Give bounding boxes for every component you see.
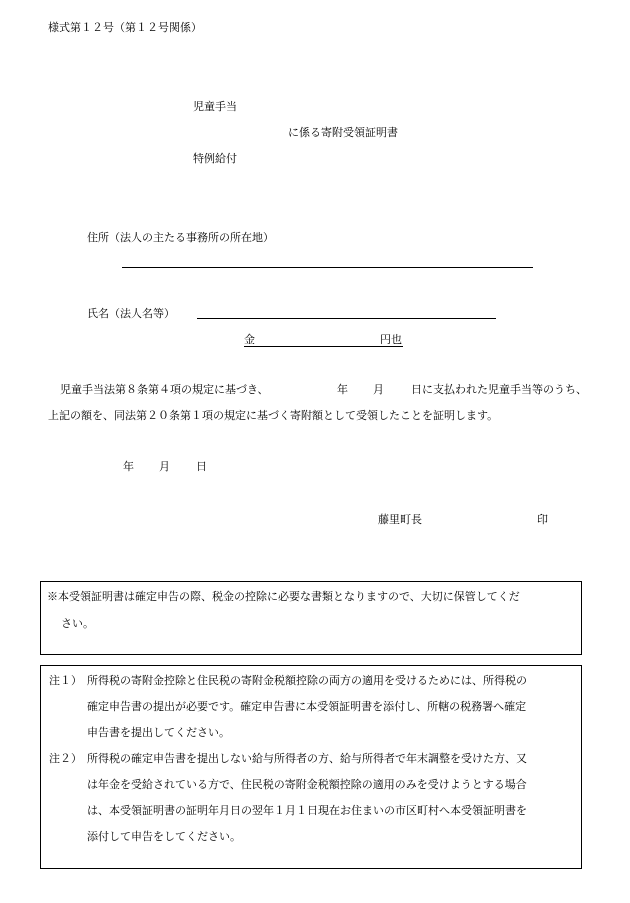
body-month: 月 — [373, 383, 384, 396]
notice-line2: さい。 — [61, 617, 94, 630]
name-line — [197, 318, 496, 319]
note-line: 所得税の寄附金控除と住民税の寄附金税額控除の両方の適用を受けるためには、所得税の — [87, 674, 527, 687]
form-number: 様式第１２号（第１２号関係） — [48, 21, 202, 34]
notice-box — [40, 581, 582, 655]
date-month: 月 — [159, 460, 170, 473]
amount-suffix: 円也 — [380, 333, 402, 346]
note-line: は年金を受給されている方で、住民税の寄附金税額控除の適用のみを受けようとする場合 — [87, 778, 527, 791]
name-label: 氏名（法人名等） — [87, 307, 175, 320]
amount-prefix: 金 — [244, 333, 255, 346]
note-label: 注２） — [49, 752, 82, 765]
address-label: 住所（法人の主たる事務所の所在地） — [87, 231, 274, 244]
body-line2: 上記の額を、同法第２０条第１項の規定に基づく寄附額として受領したことを証明します。 — [48, 409, 499, 422]
amount-underline — [244, 346, 403, 347]
issuer-name: 藤里町長 — [378, 513, 422, 526]
address-line — [122, 267, 533, 268]
seal-mark: 印 — [537, 513, 548, 526]
date-year: 年 — [123, 460, 134, 473]
note-line: 添付して申告をしてください。 — [87, 830, 241, 843]
note-line: 確定申告書の提出が必要です。確定申告書に本受領証明書を添付し、所轄の税務署へ確定 — [87, 700, 527, 713]
notes-box — [40, 665, 582, 869]
title-option-special-benefit: 特例給付 — [193, 152, 237, 165]
note-line: 申告書を提出してください。 — [87, 726, 230, 739]
notice-line1: ※本受領証明書は確定申告の際、税金の控除に必要な書類となりますので、大切に保管してくだ — [47, 590, 520, 603]
note-line: は、本受領証明書の証明年月日の翌年１月１日現在お住まいの市区町村へ本受領証明書を — [87, 804, 527, 817]
title-option-child-allowance: 児童手当 — [193, 100, 237, 113]
body-line1-end: 日に支払われた児童手当等のうち、 — [411, 383, 587, 396]
date-day: 日 — [196, 460, 207, 473]
body-year: 年 — [337, 383, 348, 396]
body-line1-start: 児童手当法第８条第４項の規定に基づき、 — [60, 383, 269, 396]
title-suffix: に係る寄附受領証明書 — [288, 126, 398, 139]
note-line: 所得税の確定申告書を提出しない給与所得者の方、給与所得者で年末調整を受けた方、又 — [87, 752, 527, 765]
note-label: 注１） — [49, 674, 82, 687]
